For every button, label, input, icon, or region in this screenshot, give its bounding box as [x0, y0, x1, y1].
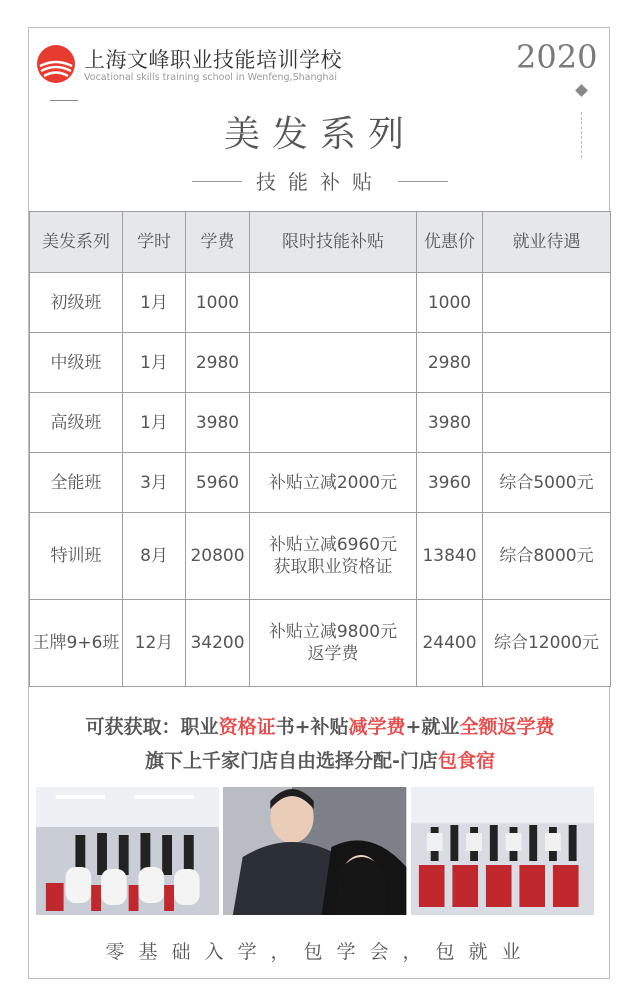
price-table — [29, 211, 611, 687]
cell-subsidy — [250, 333, 417, 393]
cell-subsidy: 补贴立减2000元 — [250, 453, 417, 513]
header-employment: 就业待遇 — [483, 212, 611, 273]
cell-tuition: 34200 — [186, 600, 250, 687]
cell-price: 13840 — [417, 513, 483, 600]
cell-employment — [483, 393, 611, 453]
cell-employment: 综合8000元 — [483, 513, 611, 600]
cell-price: 3980 — [417, 393, 483, 453]
cell-tuition: 5960 — [186, 453, 250, 513]
header-tuition: 学费 — [186, 212, 250, 273]
table-row — [30, 273, 611, 333]
cell-name: 特训班 — [30, 513, 123, 600]
benefits-line-2: 旗下上千家门店自由选择分配-门店包食宿 — [145, 750, 495, 772]
cell-subsidy — [250, 273, 417, 333]
cell-employment — [483, 273, 611, 333]
school-name-en: Vocational skills training school in Wenfeng,Shanghai — [84, 72, 337, 83]
photo-strip — [36, 787, 594, 915]
school-name-cn: 上海文峰职业技能培训学校 — [84, 48, 342, 72]
header-subsidy: 限时技能补贴 — [250, 212, 417, 273]
cell-name: 王牌9+6班 — [30, 600, 123, 687]
cell-name: 初级班 — [30, 273, 123, 333]
classroom-photo-left — [36, 787, 219, 915]
table-row — [30, 600, 611, 687]
cell-price: 3960 — [417, 453, 483, 513]
table-row — [30, 393, 611, 453]
cell-subsidy: 补贴立减6960元 获取职业资格证 — [250, 513, 417, 600]
cell-duration: 1月 — [123, 333, 186, 393]
page-subtitle: 技能补贴 — [256, 170, 384, 194]
cell-subsidy: 补贴立减9800元 返学费 — [250, 600, 417, 687]
header-series: 美发系列 — [30, 212, 123, 273]
cell-employment: 综合12000元 — [483, 600, 611, 687]
table-row — [30, 333, 611, 393]
cell-name: 全能班 — [30, 453, 123, 513]
cell-name: 高级班 — [30, 393, 123, 453]
table-row — [30, 513, 611, 600]
cell-subsidy — [250, 393, 417, 453]
cell-price: 24400 — [417, 600, 483, 687]
page-title: 美发系列 — [223, 114, 416, 155]
header-duration: 学时 — [123, 212, 186, 273]
benefits-block — [0, 710, 640, 778]
cell-employment: 综合5000元 — [483, 453, 611, 513]
cell-tuition: 3980 — [186, 393, 250, 453]
classroom-photo-right — [411, 787, 594, 915]
cell-tuition: 20800 — [186, 513, 250, 600]
header-price: 优惠价 — [417, 212, 483, 273]
cell-duration: 8月 — [123, 513, 186, 600]
year-label: 2020 — [516, 38, 598, 76]
cell-employment — [483, 333, 611, 393]
stylist-photo-center — [223, 787, 406, 915]
slogan: 零基础入学，包学会，包就业 — [105, 941, 535, 963]
table-header-row — [30, 212, 611, 273]
table-row — [30, 453, 611, 513]
cell-tuition: 2980 — [186, 333, 250, 393]
cell-tuition: 1000 — [186, 273, 250, 333]
benefits-line-1: 可获获取：职业资格证书+补贴减学费+就业全额返学费 — [85, 716, 555, 738]
cell-duration: 1月 — [123, 393, 186, 453]
cell-name: 中级班 — [30, 333, 123, 393]
cell-price: 2980 — [417, 333, 483, 393]
school-logo — [36, 44, 76, 84]
subtitle-rule-right — [398, 181, 448, 182]
cell-duration: 1月 — [123, 273, 186, 333]
header-rule — [50, 100, 78, 101]
cell-duration: 3月 — [123, 453, 186, 513]
cell-price: 1000 — [417, 273, 483, 333]
cell-duration: 12月 — [123, 600, 186, 687]
